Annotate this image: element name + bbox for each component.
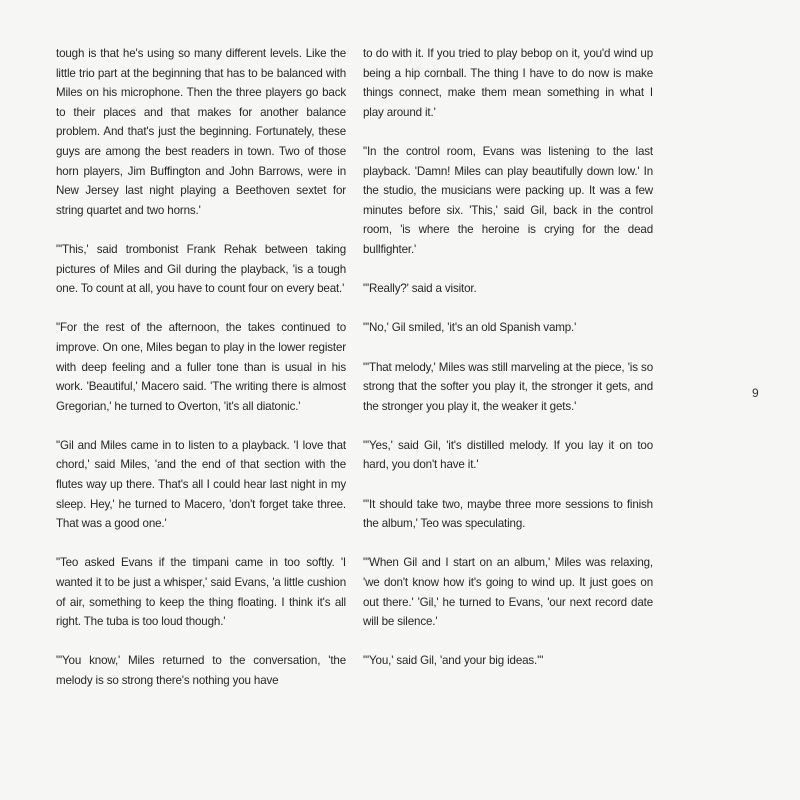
page-number: 9 [752,386,759,400]
paragraph: "In the control room, Evans was listening to the last playback. 'Damn! Miles can play beautifully down low.' In the studio, the musicians were packing up. It was a few minutes before six. 'This,' said Gil, back in the control room, 'is where the heroine is crying for the dead bullfighter.' [363,144,653,256]
paragraph: tough is that he's using so many different levels. Like the little trio part at the beginning that has to be balanced with Miles on his microphone. Then the three players go back to their places and that makes for another balance problem. And that's just the beginning. Fortunately, these guys are among the best readers in town. Two of those horn players, Jim Buffington and John Barrows, were in New Jersey last night playing a Beethoven sextet for string quartet and two horns.' [56,47,346,217]
right-text-column [363,44,653,691]
paragraph: to do with it. If you tried to play bebop on it, you'd wind up being a hip cornball. The thing I have to do now is make things connect, make them mean something in what I play around it.' [363,47,653,119]
paragraph: "'When Gil and I start on an album,' Miles was relaxing, 'we don't know how it's going to wind up. It just goes on out there.' 'Gil,' he turned to Evans, 'our next record date will be silence.' [363,556,653,629]
paragraph: "'You,' said Gil, 'and your big ideas.'" [363,654,544,668]
paragraph: "For the rest of the afternoon, the takes continued to improve. On one, Miles began to play in the lower register with deep feeling and a fuller tone than is usual in his work. 'Beautiful,' Macero said. 'The writing there is almost Gregorian,' he turned to Overton, 'it's all diatonic.' [56,321,346,413]
left-text-column [56,44,346,710]
paragraph: "Teo asked Evans if the timpani came in too softly. 'I wanted it to be just a whisper,' said Evans, 'a little cushion of air, something to keep the thing floating. I think it's all right. The tuba is too loud though.' [56,556,346,629]
paragraph: "'You know,' Miles returned to the conversation, 'the melody is so strong there's nothing you have [56,654,346,687]
paragraph: "'Really?' said a visitor. [363,282,477,296]
paragraph: "Gil and Miles came in to listen to a playback. 'I love that chord,' said Miles, 'and the end of that section with the flutes way up there. That's all I could hear last night in my sleep. Hey,' he turned to Macero, 'don't forget take three. That was a good one.' [56,438,346,531]
paragraph: "'Yes,' said Gil, 'it's distilled melody. If you lay it on too hard, you don't have it.' [363,438,653,472]
paragraph: "'No,' Gil smiled, 'it's an old Spanish vamp.' [363,321,577,335]
paragraph: "'This,' said trombonist Frank Rehak between taking pictures of Miles and Gil during the playback, 'is a tough one. To count at all, you have to count four on every beat.' [56,242,346,296]
paragraph: "'That melody,' Miles was still marveling at the piece, 'is so strong that the softer you play it, the stronger it gets, and the stronger you play it, the weaker it gets.' [363,360,653,413]
paragraph: "'It should take two, maybe three more sessions to finish the album,' Teo was speculating. [363,497,653,531]
